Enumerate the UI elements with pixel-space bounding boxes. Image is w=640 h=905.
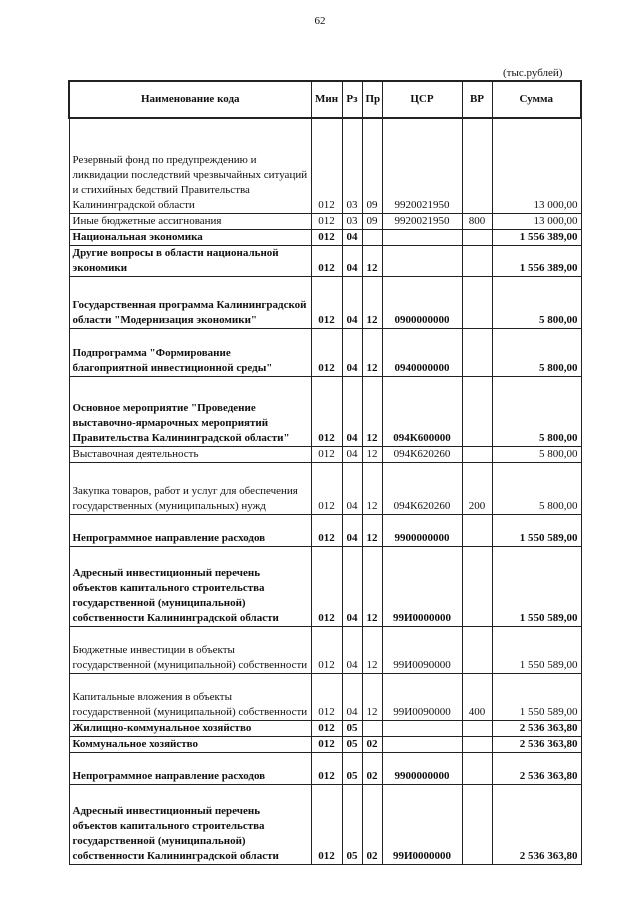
row-name-cell: Национальная экономика (69, 229, 311, 245)
row-min-cell: 012 (311, 752, 342, 784)
row-csr-cell (382, 229, 462, 245)
row-vr-cell (462, 626, 492, 673)
row-rz-cell: 04 (342, 673, 362, 720)
row-name-cell: Бюджетные инвестиции в объекты государственной (муниципальной) собственности (69, 626, 311, 673)
row-vr-cell (462, 446, 492, 462)
row-min-cell: 012 (311, 546, 342, 626)
row-rz-cell: 05 (342, 784, 362, 864)
row-sum-cell: 1 550 589,00 (492, 514, 581, 546)
row-sum-cell: 13 000,00 (492, 213, 581, 229)
table-row (69, 276, 581, 328)
row-min-cell: 012 (311, 514, 342, 546)
row-csr-cell: 094К600000 (382, 376, 462, 446)
row-pr-cell: 12 (362, 673, 382, 720)
row-name-cell: Непрограммное направление расходов (69, 752, 311, 784)
row-csr-cell: 99И0000000 (382, 784, 462, 864)
row-pr-cell (362, 720, 382, 736)
row-vr-cell (462, 784, 492, 864)
row-min-cell: 012 (311, 736, 342, 752)
row-csr-cell: 9920021950 (382, 118, 462, 213)
row-sum-cell: 2 536 363,80 (492, 720, 581, 736)
row-pr-cell (362, 229, 382, 245)
table-row (69, 673, 581, 720)
row-rz-cell: 04 (342, 328, 362, 376)
row-sum-cell: 1 556 389,00 (492, 245, 581, 276)
header-min: Мин (311, 81, 342, 118)
row-vr-cell (462, 328, 492, 376)
row-name-cell: Непрограммное направление расходов (69, 514, 311, 546)
row-name-cell: Подпрограмма "Формирование благоприятной инвестиционной среды" (69, 328, 311, 376)
row-vr-cell (462, 245, 492, 276)
table-row (69, 229, 581, 245)
row-vr-cell (462, 376, 492, 446)
row-sum-cell: 2 536 363,80 (492, 736, 581, 752)
table-row (69, 376, 581, 446)
row-name-cell: Жилищно-коммунальное хозяйство (69, 720, 311, 736)
row-sum-cell: 1 550 589,00 (492, 626, 581, 673)
row-sum-cell: 2 536 363,80 (492, 784, 581, 864)
row-vr-cell (462, 276, 492, 328)
table-row (69, 462, 581, 514)
row-name-cell: Иные бюджетные ассигнования (69, 213, 311, 229)
table-row (69, 546, 581, 626)
row-name-cell: Основное мероприятие "Проведение выставочно-ярмарочных мероприятий Правительства Калининградской области" (69, 376, 311, 446)
row-name-cell: Государственная программа Калининградской области "Модернизация экономики" (69, 276, 311, 328)
row-vr-cell: 400 (462, 673, 492, 720)
row-rz-cell: 04 (342, 276, 362, 328)
row-sum-cell: 1 550 589,00 (492, 546, 581, 626)
row-min-cell: 012 (311, 626, 342, 673)
row-pr-cell: 02 (362, 752, 382, 784)
units-label: (тыс.рублей) (503, 67, 563, 79)
row-rz-cell: 04 (342, 376, 362, 446)
row-sum-cell: 5 800,00 (492, 276, 581, 328)
row-vr-cell (462, 118, 492, 213)
row-name-cell: Резервный фонд по предупреждению и ликвидации последствий чрезвычайных ситуаций и стихийных бедствий Правительства Калининградской области (69, 118, 311, 213)
table-row (69, 626, 581, 673)
row-name-cell: Капитальные вложения в объекты государственной (муниципальной) собственности (69, 673, 311, 720)
row-pr-cell: 02 (362, 736, 382, 752)
row-pr-cell: 02 (362, 784, 382, 864)
header-csr: ЦСР (382, 81, 462, 118)
row-min-cell: 012 (311, 328, 342, 376)
row-vr-cell (462, 720, 492, 736)
row-pr-cell: 09 (362, 213, 382, 229)
row-min-cell: 012 (311, 276, 342, 328)
row-csr-cell: 094К620260 (382, 462, 462, 514)
row-sum-cell: 5 800,00 (492, 462, 581, 514)
header-pr: Пр (362, 81, 382, 118)
row-rz-cell: 04 (342, 245, 362, 276)
row-pr-cell: 12 (362, 546, 382, 626)
row-rz-cell: 05 (342, 736, 362, 752)
row-min-cell: 012 (311, 446, 342, 462)
row-vr-cell (462, 752, 492, 784)
row-csr-cell: 9900000000 (382, 514, 462, 546)
table-row (69, 245, 581, 276)
table-row (69, 736, 581, 752)
page-number: 62 (314, 15, 326, 27)
header-sum: Сумма (492, 81, 581, 118)
expense-table (68, 80, 582, 865)
row-rz-cell: 04 (342, 514, 362, 546)
header-vr: ВР (462, 81, 492, 118)
row-name-cell: Адресный инвестиционный перечень объектов капитального строительства государственной (муниципальной) собственности Калининградской области (69, 546, 311, 626)
row-min-cell: 012 (311, 229, 342, 245)
row-vr-cell (462, 229, 492, 245)
row-min-cell: 012 (311, 673, 342, 720)
header-name: Наименование кода (69, 81, 311, 118)
table-row (69, 720, 581, 736)
row-name-cell: Выставочная деятельность (69, 446, 311, 462)
row-csr-cell: 9900000000 (382, 752, 462, 784)
row-csr-cell: 99И0000000 (382, 546, 462, 626)
row-csr-cell (382, 245, 462, 276)
row-min-cell: 012 (311, 213, 342, 229)
row-min-cell: 012 (311, 784, 342, 864)
row-sum-cell: 5 800,00 (492, 446, 581, 462)
row-sum-cell: 13 000,00 (492, 118, 581, 213)
row-name-cell: Закупка товаров, работ и услуг для обеспечения государственных (муниципальных) нужд (69, 462, 311, 514)
table-row (69, 328, 581, 376)
table-row (69, 213, 581, 229)
table-row (69, 784, 581, 864)
row-sum-cell: 1 556 389,00 (492, 229, 581, 245)
row-name-cell: Другие вопросы в области национальной экономики (69, 245, 311, 276)
row-rz-cell: 04 (342, 626, 362, 673)
row-csr-cell: 99И0090000 (382, 626, 462, 673)
row-sum-cell: 1 550 589,00 (492, 673, 581, 720)
row-pr-cell: 12 (362, 514, 382, 546)
row-csr-cell (382, 736, 462, 752)
row-vr-cell (462, 736, 492, 752)
row-pr-cell: 09 (362, 118, 382, 213)
row-rz-cell: 04 (342, 229, 362, 245)
row-min-cell: 012 (311, 118, 342, 213)
row-csr-cell (382, 720, 462, 736)
row-rz-cell: 04 (342, 446, 362, 462)
table-row (69, 118, 581, 213)
row-csr-cell: 9920021950 (382, 213, 462, 229)
header-rz: Рз (342, 81, 362, 118)
row-min-cell: 012 (311, 245, 342, 276)
row-vr-cell: 800 (462, 213, 492, 229)
row-sum-cell: 5 800,00 (492, 376, 581, 446)
row-vr-cell (462, 514, 492, 546)
table-row (69, 752, 581, 784)
table-row (69, 514, 581, 546)
row-sum-cell: 2 536 363,80 (492, 752, 581, 784)
table-row (69, 446, 581, 462)
row-rz-cell: 03 (342, 118, 362, 213)
row-pr-cell: 12 (362, 446, 382, 462)
row-csr-cell: 99И0090000 (382, 673, 462, 720)
row-rz-cell: 04 (342, 462, 362, 514)
row-sum-cell: 5 800,00 (492, 328, 581, 376)
row-min-cell: 012 (311, 376, 342, 446)
row-vr-cell (462, 546, 492, 626)
row-rz-cell: 04 (342, 546, 362, 626)
row-min-cell: 012 (311, 720, 342, 736)
row-pr-cell: 12 (362, 462, 382, 514)
row-rz-cell: 05 (342, 752, 362, 784)
row-csr-cell: 0940000000 (382, 328, 462, 376)
row-csr-cell: 0900000000 (382, 276, 462, 328)
row-pr-cell: 12 (362, 245, 382, 276)
row-name-cell: Коммунальное хозяйство (69, 736, 311, 752)
row-pr-cell: 12 (362, 376, 382, 446)
row-pr-cell: 12 (362, 276, 382, 328)
table-header-row (69, 81, 581, 118)
row-vr-cell: 200 (462, 462, 492, 514)
row-rz-cell: 03 (342, 213, 362, 229)
row-pr-cell: 12 (362, 328, 382, 376)
row-pr-cell: 12 (362, 626, 382, 673)
row-name-cell: Адресный инвестиционный перечень объектов капитального строительства государственной (муниципальной) собственности Калининградской области (69, 784, 311, 864)
row-min-cell: 012 (311, 462, 342, 514)
row-rz-cell: 05 (342, 720, 362, 736)
row-csr-cell: 094К620260 (382, 446, 462, 462)
